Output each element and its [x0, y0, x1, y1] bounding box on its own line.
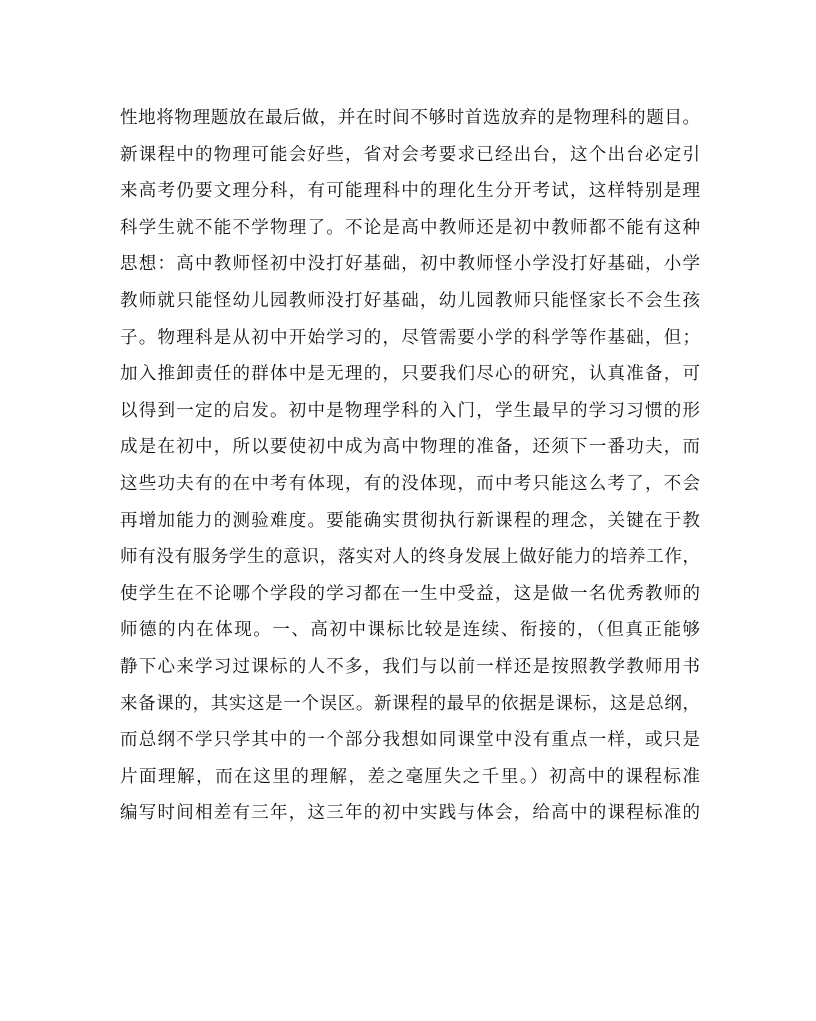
text-line: 编写时间相差有三年，这三年的初中实践与体会，给高中的课程标准的	[120, 803, 700, 824]
text-line: 来备课的，其实这是一个误区。新课程的最早的依据是课标，这是总纲，	[120, 693, 700, 714]
text-line: 这些功夫有的在中考有体现，有的没体现，而中考只能这么考了，不会	[120, 473, 700, 494]
text-line: 成是在初中，所以要使初中成为高中物理的准备，还须下一番功夫，而	[120, 437, 700, 458]
text-line: 性地将物理题放在最后做，并在时间不够时首选放弃的是物理科的题目。	[120, 108, 700, 128]
text-line: 思想：高中教师怪初中没打好基础，初中教师怪小学没打好基础，小学	[120, 254, 700, 275]
body-text	[120, 100, 700, 832]
text-line: 加入推卸责任的群体中是无理的，只要我们尽心的研究，认真准备，可	[120, 364, 700, 385]
text-line: 科学生就不能不学物理了。不论是高中教师还是初中教师都不能有这种	[120, 217, 700, 238]
text-line: 片面理解，而在这里的理解，差之毫厘失之千里。）初高中的课程标准	[120, 766, 700, 787]
text-line: 使学生在不论哪个学段的学习都在一生中受益，这是做一名优秀教师的	[120, 583, 700, 604]
text-line: 静下心来学习过课标的人不多，我们与以前一样还是按照教学教师用书	[120, 656, 700, 677]
text-line: 来高考仍要文理分科，有可能理科中的理化生分开考试，这样特别是理	[120, 181, 700, 202]
text-line: 教师就只能怪幼儿园教师没打好基础，幼儿园教师只能怪家长不会生孩	[120, 290, 700, 311]
text-line: 而总纲不学只学其中的一个部分我想如同课堂中没有重点一样，或只是	[120, 730, 700, 751]
text-line: 师有没有服务学生的意识，落实对人的终身发展上做好能力的培养工作，	[120, 547, 700, 568]
text-line: 再增加能力的测验难度。要能确实贯彻执行新课程的理念，关键在于教	[120, 510, 700, 531]
text-line: 新课程中的物理可能会好些，省对会考要求已经出台，这个出台必定引	[120, 144, 700, 165]
text-line: 以得到一定的启发。初中是物理学科的入门，学生最早的学习习惯的形	[120, 400, 700, 421]
text-line: 师德的内在体现。一、高初中课标比较是连续、衔接的，（但真正能够	[120, 620, 700, 641]
text-line: 子。物理科是从初中开始学习的，尽管需要小学的科学等作基础，但；	[120, 327, 700, 348]
